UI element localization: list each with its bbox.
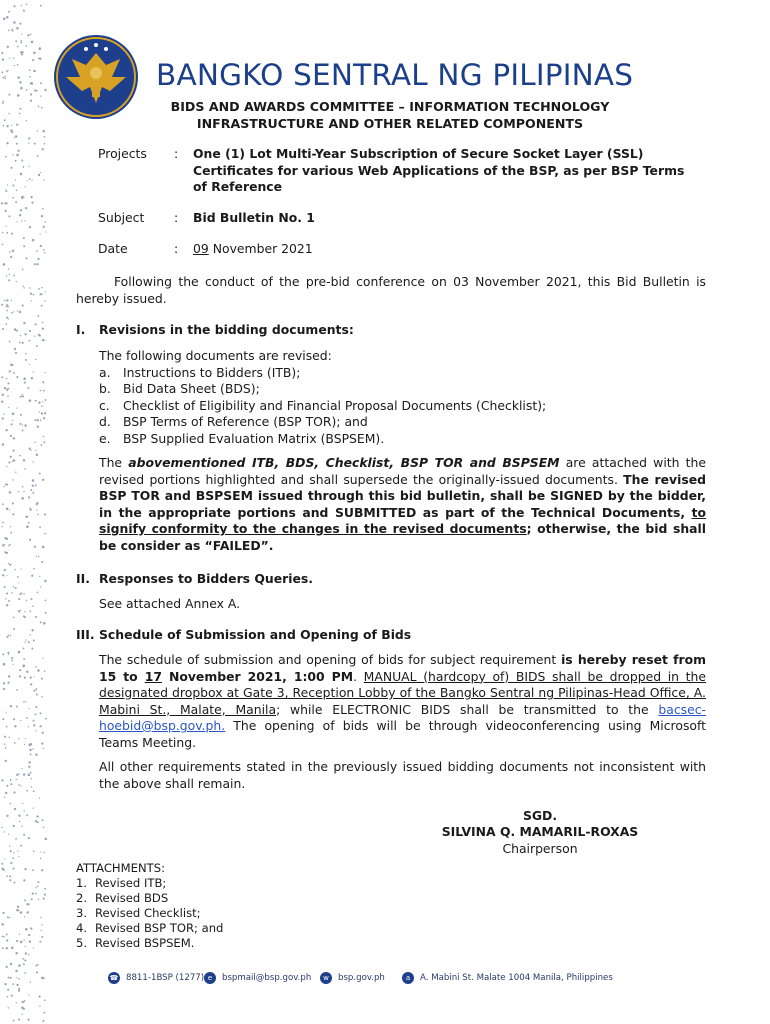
date-day: 09 [193, 241, 209, 256]
list-marker: 2. [76, 891, 88, 905]
list-marker: 3. [76, 906, 88, 920]
footer-email-text: bspmail@bsp.gov.ph [222, 973, 312, 983]
section-1-title: Revisions in the bidding documents: [99, 322, 354, 337]
list-item [99, 431, 706, 448]
list-marker: b. [99, 381, 111, 396]
conformity-clause: to signify conformity to the changes in the revised documents [99, 504, 706, 536]
bid-email-link[interactable]: bacsec-hoebid@bsp.gov.ph. [99, 701, 706, 733]
email-icon: e [204, 972, 216, 984]
attachments-heading: ATTACHMENTS: [76, 861, 165, 875]
footer-email [204, 972, 311, 984]
decorative-dot-pattern [0, 0, 50, 1024]
subject-value: Bid Bulletin No. 1 [193, 210, 315, 225]
section-1-number: I. [76, 322, 86, 337]
section-1-paragraph [99, 455, 706, 554]
list-marker: 4. [76, 921, 88, 935]
footer-phone [108, 972, 204, 984]
list-marker: c. [99, 397, 110, 413]
list-marker: e. [99, 430, 111, 446]
web-icon: w [320, 972, 332, 984]
section-1-list-block [99, 348, 706, 447]
footer-address [402, 972, 613, 984]
location-icon: a [402, 972, 414, 984]
list-item [99, 381, 706, 398]
subject-label: Subject [98, 210, 145, 225]
projects-value: One (1) Lot Multi-Year Subscription of Secure Socket Layer (SSL) Certificates for various Web Applications of the BSP, as per BSP Terms of Reference [193, 146, 685, 194]
list-item [76, 921, 376, 936]
reset-date: November 2021, 1:00 PM [161, 668, 354, 684]
intro-paragraph: Following the conduct of the pre-bid conference on 03 November 2021, this Bid Bulletin is hereby issued. [76, 274, 706, 306]
brand-name: BANGKO SENTRAL NG PILIPINAS [156, 58, 634, 92]
footer-address-text: A. Mabini St. Malate 1004 Manila, Philippines [420, 973, 613, 983]
section-3-number: III. [76, 627, 95, 642]
list-marker: 5. [76, 936, 88, 950]
list-item [76, 906, 376, 921]
phone-icon: ☎ [109, 974, 119, 982]
section-3-paragraph-1 [99, 652, 706, 751]
text-run: ; while ELECTRONIC BIDS shall be transmitted to the [276, 701, 659, 717]
list-item-text: Revised ITB; [95, 876, 167, 890]
committee-title [130, 98, 650, 132]
committee-line-1: BIDS AND AWARDS COMMITTEE – INFORMATION TECHNOLOGY [170, 99, 610, 114]
section-1-lead: The following documents are revised: [99, 348, 332, 363]
date-label: Date [98, 241, 128, 256]
list-marker: 1. [76, 876, 88, 890]
reset-day: 17 [144, 668, 162, 684]
list-item-text: BSP Terms of Reference (BSP TOR); and [123, 414, 368, 429]
colon: : [174, 210, 179, 225]
signatory-name: SILVINA Q. MAMARIL-ROXAS [441, 824, 639, 839]
section-3-title: Schedule of Submission and Opening of Bids [99, 627, 412, 642]
reset-notice: is hereby reset from 15 to [99, 652, 707, 684]
list-item [76, 891, 376, 906]
list-item [99, 414, 706, 431]
list-item-text: Checklist of Eligibility and Financial Proposal Documents (Checklist); [123, 397, 547, 413]
signature-sgd: SGD. [522, 808, 558, 823]
list-item [76, 876, 376, 891]
manual-bids-instruction: MANUAL (hardcopy of) BIDS shall be dropped in the designated dropbox at Gate 3, Reception Lobby of the Bangko Sentral ng Pilipinas-Head Office, A. Mabini St., Malate, Manila [99, 668, 706, 717]
colon: : [174, 241, 179, 256]
section-2-text: See attached Annex A. [99, 596, 241, 611]
footer-website-text: bsp.gov.ph [338, 973, 385, 983]
section-2-number: II. [76, 571, 90, 586]
revised-documents-list [99, 365, 706, 448]
section-2-title: Responses to Bidders Queries. [99, 571, 313, 586]
page-footer [108, 972, 668, 990]
emphasis-documents: abovementioned ITB, BDS, Checklist, BSP TOR and BSPSEM [128, 455, 560, 470]
colon: : [174, 146, 179, 161]
footer-website [320, 972, 385, 984]
text-run: The [99, 455, 129, 470]
date-value [193, 241, 693, 258]
attachments-list [76, 861, 376, 951]
committee-line-2: INFRASTRUCTURE AND OTHER RELATED COMPONENTS [196, 116, 584, 131]
failed-clause: ; otherwise, the bid shall be consider as “FAILED”. [99, 521, 706, 553]
list-item-text: Revised Checklist; [95, 906, 201, 920]
text-run: . [353, 668, 364, 684]
list-item [99, 398, 706, 415]
list-item [99, 365, 706, 382]
list-item-text: Revised BSPSEM. [95, 936, 195, 950]
footer-phone-text: 8811-1BSP (1277) [126, 973, 205, 983]
section-3-paragraph-2: All other requirements stated in the previously issued bidding documents not inconsistent with the above shall remain. [99, 759, 706, 791]
text-run: The schedule of submission and opening of bids for subject requirement [99, 652, 562, 667]
list-item-text: Bid Data Sheet (BDS); [123, 381, 260, 396]
list-marker: a. [99, 364, 111, 380]
signatory-title: Chairperson [502, 841, 578, 856]
list-item-text: Revised BSP TOR; and [95, 921, 224, 935]
text-run: The opening of bids will be through videoconferencing using Microsoft Teams Meeting. [99, 718, 706, 750]
list-item-text: Instructions to Bidders (ITB); [123, 364, 301, 380]
list-item-text: BSP Supplied Evaluation Matrix (BSPSEM). [123, 430, 385, 446]
date-month-year: November 2021 [208, 241, 313, 256]
list-item [76, 936, 376, 951]
signing-requirement: The revised BSP TOR and BSPSEM issued through this bid bulletin, shall be SIGNED by the bidder, in the appropriate portions and SUBMITTED as part of the Technical Documents, [99, 471, 706, 520]
list-marker: d. [99, 414, 111, 429]
text-run: are attached with the revised portions highlighted and shall supersede the originally-issued documents. [99, 455, 706, 487]
projects-label: Projects [98, 146, 147, 161]
list-item-text: Revised BDS [95, 891, 169, 905]
